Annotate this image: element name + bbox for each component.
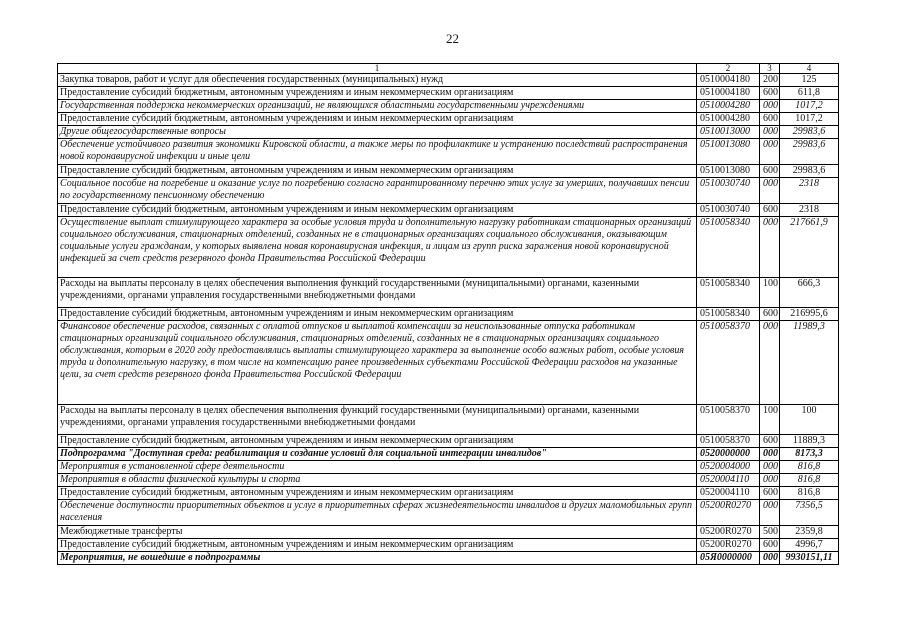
table-row (58, 461, 839, 474)
row-code-cell: 0510013080 (697, 139, 760, 165)
row-type-cell: 000 (760, 100, 780, 113)
row-sum-cell: 11889,3 (780, 435, 839, 448)
row-code-cell: 0520004110 (697, 487, 760, 500)
row-sum-cell: 2318 (780, 178, 839, 204)
row-name-cell: Мероприятия в установленной сфере деятельности (58, 461, 697, 474)
row-type-cell: 000 (760, 448, 780, 461)
row-sum-cell: 611,8 (780, 87, 839, 100)
row-name-cell: Социальное пособие на погребение и оказание услуг по погребению согласно гарантированному перечню этих услуг за умерших, получавших пенсии по государственному пенсионному обеспечению (58, 178, 697, 204)
row-type-cell: 100 (760, 405, 780, 435)
table-row (58, 217, 839, 278)
table-row (58, 165, 839, 178)
row-sum-cell: 816,8 (780, 474, 839, 487)
row-sum-cell: 666,3 (780, 278, 839, 308)
row-sum-cell: 2318 (780, 204, 839, 217)
table-row (58, 321, 839, 405)
row-code-cell: 0510058370 (697, 435, 760, 448)
row-code-cell: 0510058340 (697, 217, 760, 278)
row-code-cell: 0510004280 (697, 100, 760, 113)
table-row (58, 113, 839, 126)
table-row (58, 526, 839, 539)
row-sum-cell: 29983,6 (780, 139, 839, 165)
table-row (58, 87, 839, 100)
row-name-cell: Предоставление субсидий бюджетным, автономным учреждениям и иным некоммерческим организациям (58, 308, 697, 321)
row-sum-cell: 125 (780, 74, 839, 87)
row-name-cell: Мероприятия в области физической культуры и спорта (58, 474, 697, 487)
table-row (58, 204, 839, 217)
budget-table (57, 63, 839, 565)
row-code-cell: 0510030740 (697, 204, 760, 217)
row-code-cell: 05200R0270 (697, 526, 760, 539)
row-code-cell: 0510013000 (697, 126, 760, 139)
row-code-cell: 0510058340 (697, 278, 760, 308)
row-code-cell: 0520004110 (697, 474, 760, 487)
row-code-cell: 05200R0270 (697, 539, 760, 552)
row-type-cell: 000 (760, 552, 780, 565)
row-sum-cell: 7356,5 (780, 500, 839, 526)
row-code-cell: 0510013080 (697, 165, 760, 178)
row-name-cell: Мероприятия, не вошедшие в подпрограммы (58, 552, 697, 565)
row-name-cell: Финансовое обеспечение расходов, связанных с оплатой отпусков и выплатой компенсации за неиспользованные отпуска работникам стационарных организаций социального обслуживания, стационарных отделений, созданных не в стационарных организациях социального обслуживания, которым в 2020 году предоставлялись выплаты стимулирующего характера за выполнение особо важных работ, особые условия труда и дополнительную нагрузку, в том числе на компенсацию ранее произведенных субъектами Российской Федерации расходов на указанные цели, за счет средств резервного фонда Правительства Российской Федерации (58, 321, 697, 405)
row-code-cell: 0510058370 (697, 321, 760, 405)
row-name-cell: Предоставление субсидий бюджетным, автономным учреждениям и иным некоммерческим организациям (58, 435, 697, 448)
row-sum-cell: 11989,3 (780, 321, 839, 405)
row-sum-cell: 816,8 (780, 487, 839, 500)
row-name-cell: Подпрограмма "Доступная среда: реабилитация и создание условий для социальной интеграции инвалидов" (58, 448, 697, 461)
row-name-cell: Предоставление субсидий бюджетным, автономным учреждениям и иным некоммерческим организациям (58, 487, 697, 500)
row-sum-cell: 217661,9 (780, 217, 839, 278)
row-code-cell: 05Я0000000 (697, 552, 760, 565)
row-name-cell: Предоставление субсидий бюджетным, автономным учреждениям и иным некоммерческим организациям (58, 204, 697, 217)
row-name-cell: Предоставление субсидий бюджетным, автономным учреждениям и иным некоммерческим организациям (58, 87, 697, 100)
table-row (58, 500, 839, 526)
table-row (58, 139, 839, 165)
table-row (58, 178, 839, 204)
row-code-cell: 0510004180 (697, 87, 760, 100)
row-type-cell: 600 (760, 308, 780, 321)
row-type-cell: 000 (760, 178, 780, 204)
header-row (58, 64, 839, 74)
table-row (58, 487, 839, 500)
header-cell: 2 (697, 64, 760, 74)
row-sum-cell: 29983,6 (780, 126, 839, 139)
row-name-cell: Другие общегосударственные вопросы (58, 126, 697, 139)
row-name-cell: Межбюджетные трансферты (58, 526, 697, 539)
row-sum-cell: 4996,7 (780, 539, 839, 552)
row-sum-cell: 29983,6 (780, 165, 839, 178)
header-cell: 4 (780, 64, 839, 74)
row-sum-cell: 816,8 (780, 461, 839, 474)
row-type-cell: 000 (760, 217, 780, 278)
row-code-cell: 0510004180 (697, 74, 760, 87)
table-row (58, 539, 839, 552)
row-sum-cell: 1017,2 (780, 100, 839, 113)
row-name-cell: Закупка товаров, работ и услуг для обеспечения государственных (муниципальных) нужд (58, 74, 697, 87)
header-cell: 3 (760, 64, 780, 74)
row-type-cell: 000 (760, 461, 780, 474)
row-type-cell: 600 (760, 113, 780, 126)
row-name-cell: Предоставление субсидий бюджетным, автономным учреждениям и иным некоммерческим организациям (58, 539, 697, 552)
row-type-cell: 600 (760, 487, 780, 500)
row-type-cell: 000 (760, 321, 780, 405)
row-code-cell: 0520000000 (697, 448, 760, 461)
row-sum-cell: 216995,6 (780, 308, 839, 321)
table-row (58, 74, 839, 87)
row-sum-cell: 8173,3 (780, 448, 839, 461)
row-sum-cell: 2359,8 (780, 526, 839, 539)
table-row (58, 126, 839, 139)
row-code-cell: 0520004000 (697, 461, 760, 474)
row-type-cell: 000 (760, 139, 780, 165)
row-name-cell: Расходы на выплаты персоналу в целях обеспечения выполнения функций государственными (муниципальными) органами, казенными учреждениями, органами управления государственными внебюджетными фондами (58, 278, 697, 308)
row-sum-cell: 1017,2 (780, 113, 839, 126)
row-name-cell: Обеспечение доступности приоритетных объектов и услуг в приоритетных сферах жизнедеятельности инвалидов и других маломобильных групп населения (58, 500, 697, 526)
table-row (58, 308, 839, 321)
header-cell: 1 (58, 64, 697, 74)
row-name-cell: Обеспечение устойчивого развития экономики Кировской области, а также меры по профилактике и устранению последствий распространения новой коронавирусной инфекции и иные цели (58, 139, 697, 165)
row-code-cell: 0510058340 (697, 308, 760, 321)
row-type-cell: 000 (760, 474, 780, 487)
row-name-cell: Государственная поддержка некоммерческих организаций, не являющихся областными государственными учреждениями (58, 100, 697, 113)
row-name-cell: Предоставление субсидий бюджетным, автономным учреждениям и иным некоммерческим организациям (58, 165, 697, 178)
table-row (58, 474, 839, 487)
table-row (58, 100, 839, 113)
row-sum-cell: 9930151,11 (780, 552, 839, 565)
row-type-cell: 600 (760, 87, 780, 100)
row-type-cell: 600 (760, 435, 780, 448)
row-code-cell: 0510058370 (697, 405, 760, 435)
row-type-cell: 000 (760, 500, 780, 526)
row-type-cell: 600 (760, 204, 780, 217)
row-type-cell: 600 (760, 165, 780, 178)
row-type-cell: 500 (760, 526, 780, 539)
row-code-cell: 0510004280 (697, 113, 760, 126)
page-number: 22 (446, 31, 459, 46)
row-type-cell: 100 (760, 278, 780, 308)
table-row (58, 278, 839, 308)
row-code-cell: 0510030740 (697, 178, 760, 204)
row-type-cell: 200 (760, 74, 780, 87)
row-code-cell: 05200R0270 (697, 500, 760, 526)
table-row (58, 435, 839, 448)
row-name-cell: Осуществление выплат стимулирующего характера за особые условия труда и дополнительную нагрузку работникам стационарных организаций социального обслуживания, стационарных отделений, созданных не в стационарных организациях социального обслуживания, оказывающим социальные услуги гражданам, у которых выявлена новая коронавирусная инфекция, и лицам из групп риска заражения новой коронавирусной инфекцией за счет средств резервного фонда Правительства Российской Федерации (58, 217, 697, 278)
table-row (58, 552, 839, 565)
row-name-cell: Предоставление субсидий бюджетным, автономным учреждениям и иным некоммерческим организациям (58, 113, 697, 126)
row-type-cell: 600 (760, 539, 780, 552)
row-sum-cell: 100 (780, 405, 839, 435)
row-name-cell: Расходы на выплаты персоналу в целях обеспечения выполнения функций государственными (муниципальными) органами, казенными учреждениями, органами управления государственными внебюджетными фондами (58, 405, 697, 435)
row-type-cell: 000 (760, 126, 780, 139)
table-row (58, 405, 839, 435)
table-row (58, 448, 839, 461)
